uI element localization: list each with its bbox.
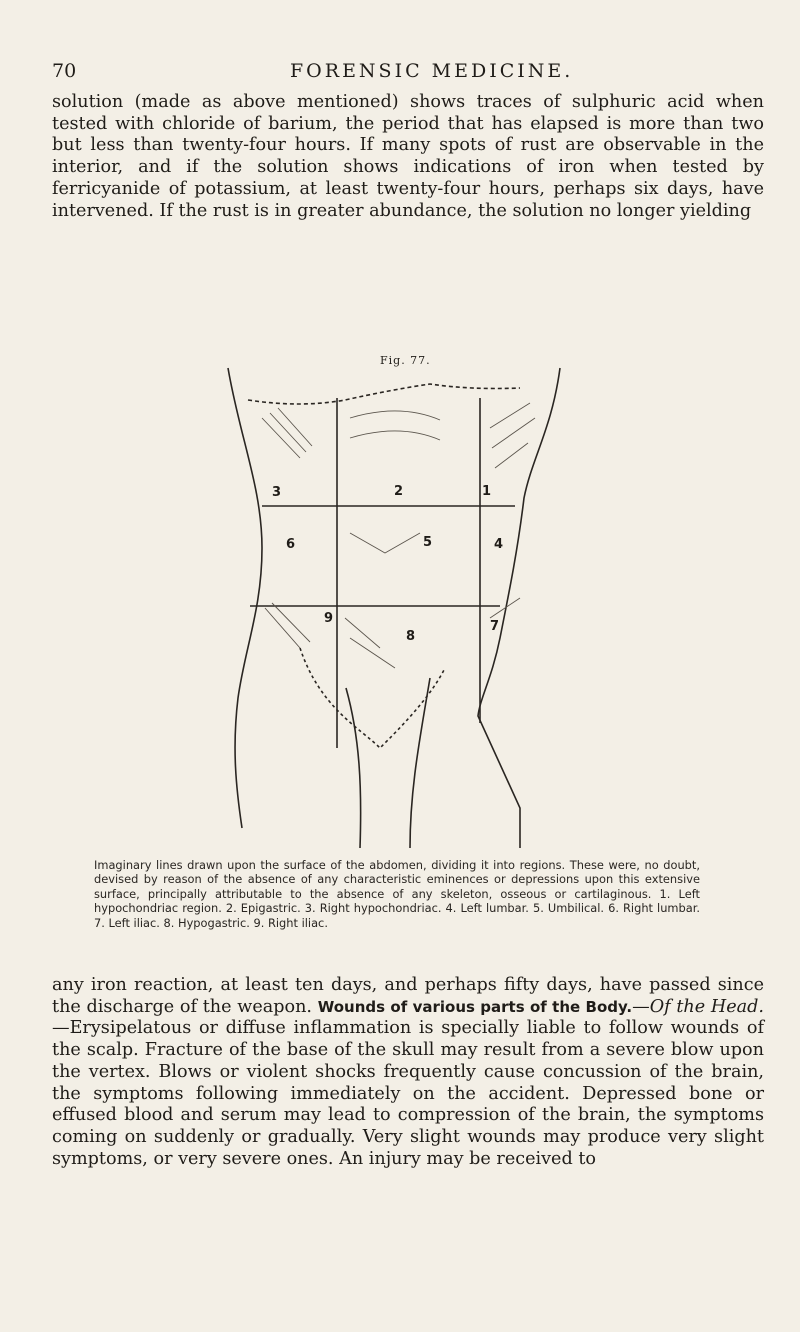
region-label-7: 7	[490, 619, 500, 634]
region-label-2: 2	[394, 484, 404, 499]
region-label-4: 4	[494, 537, 504, 552]
paragraph-2-lead: any iron reaction, at least ten days, and perhaps fifty days, have passed since the discharge of the weapon.	[52, 975, 764, 1017]
section-heading: Wounds of various parts of the Body.	[317, 997, 633, 1016]
section-dash: —	[632, 996, 650, 1017]
sub-heading: Of the Head.	[649, 996, 764, 1017]
paragraph-2-body: —Erysipelatous or diffuse inflammation is specially liable to follow wounds of the scalp. Fracture of the base of the skull may result from a severe blow upon the vertex. Blows or violent shocks frequently cause concussion of the brain, the symptoms following immediately on the accident. Depressed bone or effused blood and serum may lead to compression of the brain, the symptoms coming on suddenly or gradually. Very slight wounds may produce very slight symptoms, or very severe ones. An injury may be received to	[52, 1018, 764, 1169]
leg-line-right	[410, 678, 430, 848]
leg-line-left	[346, 688, 361, 848]
abdomen-regions-figure	[0, 348, 800, 853]
region-label-6: 6	[286, 537, 296, 552]
torso-right-outline	[478, 368, 560, 848]
page-header	[0, 60, 800, 90]
page-number: 70	[52, 60, 77, 82]
paragraph-2	[52, 975, 764, 1170]
figure-caption: Imaginary lines drawn upon the surface of the abdomen, dividing it into regions. These were, no doubt, devised by reason of the absence of any characteristic eminences or depressions upon this extensive surface, principally attributable to the absence of any skeleton, osseous or cartilaginous. 1. Left hypochondriac region. 2. Epigastric. 3. Right hypochondriac. 4. Left lumbar. 5. Umbilical. 6. Right lumbar. 7. Left iliac. 8. Hypogastric. 9. Right iliac.	[94, 858, 700, 930]
region-label-3: 3	[272, 485, 282, 500]
region-label-9: 9	[324, 611, 334, 626]
paragraph-1: solution (made as above mentioned) shows traces of sulphuric acid when tested with chloride of barium, the period that has elapsed is more than two but less than twenty-four hours. If many spots of rust are observable in the interior, and if the solution shows indications of iron when tested by ferricyanide of potassium, at least twenty-four hours, perhaps six days, have intervened. If the rust is in greater abundance, the solution no longer yielding	[52, 92, 764, 221]
region-label-8: 8	[406, 629, 416, 644]
region-label-1: 1	[482, 484, 492, 499]
region-label-5: 5	[423, 535, 433, 550]
figure-label: Fig. 77.	[380, 354, 431, 367]
torso-left-outline	[228, 368, 262, 828]
pelvic-arch	[300, 648, 445, 748]
running-title: FORENSIC MEDICINE.	[290, 60, 574, 82]
